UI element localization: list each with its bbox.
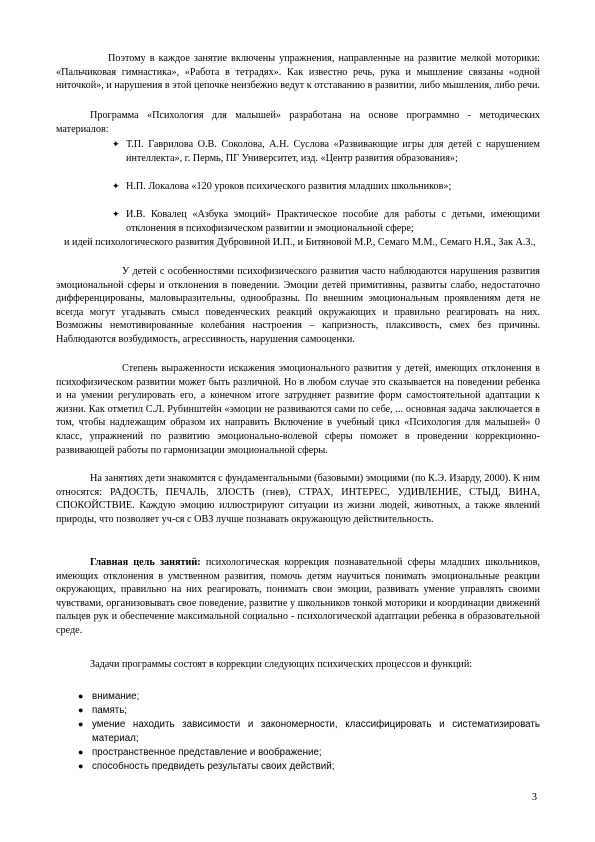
disc-bullet-icon: ●	[78, 691, 84, 701]
task-text: умение находить зависимости и закономерности, классифицировать и систематизировать материал;	[92, 719, 540, 744]
task-text: память;	[92, 705, 128, 716]
paragraph-motor-skills: Поэтому в каждое занятие включены упражнения, направленные на развитие мелкой моторики: «Пальчиковая гимнастика», «Работа в тетрадях». Как известно речь, рука и мышление связаны «одной ниточкой», и нарушения в этой цепочке неизбежно ведут к отставанию в развитии, либо мышления, либо речи.	[56, 53, 540, 92]
disc-bullet-icon: ●	[78, 761, 84, 771]
paragraph-emotional-development: Степень выраженности искажения эмоционального развития у детей, имеющих отклонения в психофизическом развитии может быть различной. Но в любом случае это сказывается на поведении ребенка и на умении регулировать его, а конечном итоге затрудняет развитие форм самостоятельной адаптации к жизни. Как отметил С.Л. Рубинштейн «эмоции не развиваются сами по себе, ... основная задача заключается в том, чтобы надлежащим образом их направить Включение в учебный цикл «Психология для малышей» 0 класс, упражнений по развитию эмоционально-волевой сферы поможет в проведении коррекционно-развивающей работы по гармонизации эмоциональной сферы.	[56, 363, 540, 456]
source-text: Н.П. Локалова «120 уроков психического развития младших школьников»;	[126, 181, 452, 192]
paragraph-authors: и идей психологического развития Дубровиной И.П., и Битяновой М.Р., Семаго М.М., Семаго Н.Я., Зак А.З.,	[64, 237, 536, 248]
task-text: пространственное представление и воображение;	[92, 747, 322, 758]
task-item-4	[78, 746, 540, 760]
disc-bullet-icon: ●	[78, 719, 84, 729]
source-item-3	[112, 208, 540, 235]
star-bullet-icon: ✦	[112, 181, 120, 191]
star-bullet-icon: ✦	[112, 139, 120, 149]
paragraph-emotional-features: У детей с особенностями психофизического развития часто наблюдаются нарушения развития эмоциональной сферы и отклонения в поведении. Эмоции детей примитивны, развиты слабо, недостаточно дифференцированы, маловыразительны, однообразны. По внешним эмоциональным проявлениям детя не всегда могут угадывать смысл поведенческих реакций окружающих и правильно реагировать на них. Возможны немотивированные колебания настроения – капризность, плаксивость, смех без причины. Наблюдаются возбудимость, агрессивность, нарушения самооценки.	[56, 266, 540, 345]
disc-bullet-icon: ●	[78, 705, 84, 715]
source-item-2	[112, 180, 540, 194]
task-item-5	[78, 760, 540, 774]
task-text: способность предвидеть результаты своих действий;	[92, 761, 335, 772]
main-goal-text: психологическая коррекция познавательной сферы младших школьников, имеющих отклонения в умственном развития, помочь детям научиться понимать эмоциональные реакции окружающих, правильно на них реагировать, понимать свои эмоции, развивать умение управлять своими чувствами, организовывать свое поведение, развитие у школьников тонкой моторики и координации движений пальцев рук и обеспечение максимальной социально - психологической адаптации ребенка в образовательной среде.	[56, 557, 541, 636]
disc-bullet-icon: ●	[78, 747, 84, 757]
star-bullet-icon: ✦	[112, 209, 120, 219]
task-item-3	[78, 718, 540, 745]
paragraph-program-basis: Программа «Психология для малышей» разработана на основе программно - методических материалов:	[56, 110, 540, 135]
task-item-1	[78, 690, 540, 704]
source-text: И.В. Ковалец «Азбука эмоций» Практическое пособие для работы с детьми, имеющими отклонения в психофизическом развитии и эмоциональной сфере;	[126, 209, 540, 234]
page-number: 3	[531, 792, 537, 803]
task-item-2	[78, 704, 540, 718]
paragraph-tasks: Задачи программы состоят в коррекции следующих психических процессов и функций:	[90, 659, 473, 670]
source-text: Т.П. Гаврилова О.В. Соколова, А.Н. Суслова «Развивающие игры для детей с нарушением интеллекта», г. Пермь, ПГ Университет, изд. «Центр развития образования»;	[126, 139, 540, 164]
paragraph-basic-emotions: На занятиях дети знакомятся с фундаментальными (базовыми) эмоциями (по К.Э. Изарду, 2000). К ним относятся: РАДОСТЬ, ПЕЧАЛЬ, ЗЛОСТЬ (гнев), СТРАХ, ИНТЕРЕС, УДИВЛЕНИЕ, СТЫД, ВИНА, СПОКОЙСТВИЕ. Каждую эмоцию иллюстрируют ситуации из жизни людей, животных, а также явлений природы, что позволяет уч-ся с ОВЗ лучше познавать окружающую действительность.	[56, 473, 540, 525]
main-goal-label: Главная цель занятий:	[90, 557, 201, 568]
task-text: внимание;	[92, 691, 140, 702]
paragraph-main-goal	[56, 556, 540, 638]
source-item-1	[112, 138, 540, 165]
